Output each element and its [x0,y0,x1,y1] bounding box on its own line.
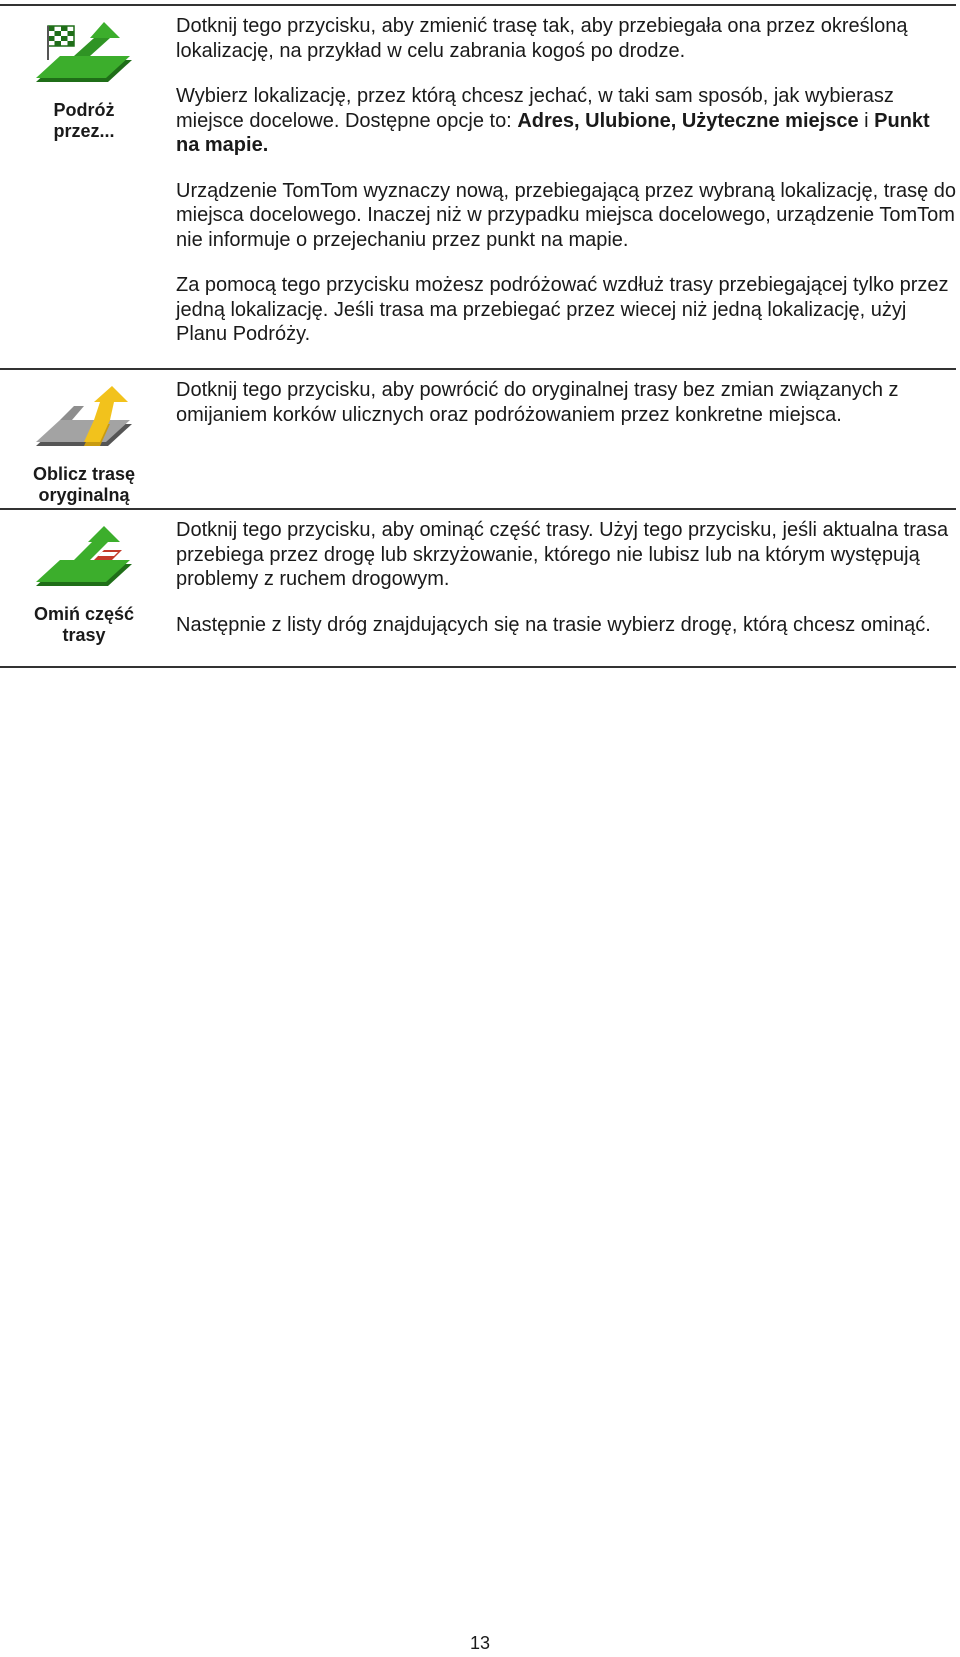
icon-cell [0,6,168,368]
separator: , [670,109,682,132]
description-paragraph: Dotknij tego przycisku, aby zmienić trasę tak, aby przebiegała ona przez określoną lokalizację, na przykład w celu zabrania kogoś po drodze. [176,15,908,62]
recalculate-original-icon [34,384,134,456]
description-paragraph-options [176,84,956,158]
icon-label: Podróż przez... [53,100,115,141]
option-point-on-map: Punkt na mapie [176,109,930,156]
text-span: Wybierz lokalizację, przez którą chcesz jechać, w taki sam sposób, jak wybierasz miejsce docelowe. Dostępne opcje to: [176,85,894,132]
text-span: . [262,134,269,156]
option-poi: Użyteczne miejsce [681,109,859,132]
description-paragraph: Urządzenie TomTom wyznaczy nową, przebiegającą przez wybraną lokalizację, trasę do miejsca docelowego. Inaczej niż w przypadku miejsca docelowego, urządzenie TomTom nie informuje o przejechaniu przez punkt na mapie. [176,179,956,251]
icon-cell [0,370,168,508]
icon-label: Omiń część trasy [33,604,135,645]
separator: , [574,109,586,132]
row-travel-via [0,6,956,370]
description-paragraph: Następnie z listy dróg znajdujących się na trasie wybierz drogę, którą chcesz ominąć. [176,613,931,636]
text-span: i [858,109,875,132]
option-favourite: Ulubione [585,109,671,132]
icon-cell [0,510,168,666]
description-paragraph: Za pomocą tego przycisku możesz podróżować wzdłuż trasy przebiegającej tylko przez jedną lokalizację. Jeśli trasa ma przebiegać przez wiecej niż jedną lokalizację, użyj Planu Podróży. [176,274,949,345]
row-recalculate-original [0,370,956,510]
description-paragraph: Dotknij tego przycisku, aby powrócić do oryginalnej trasy bez zmian związanych z omijaniem korków ulicznych oraz podróżowaniem przez konkretne miejsca. [176,379,899,426]
description-paragraph: Dotknij tego przycisku, aby ominąć część trasy. Użyj tego przycisku, jeśli aktualna trasa przebiega przez drogę lub skrzyżowanie, którego nie lubisz lub na którym występują problemy z ruchem drogowym. [176,519,949,590]
button-reference-table [0,4,956,668]
description-cell [168,510,956,666]
row-avoid-part-of-route [0,510,956,668]
description-cell [168,370,956,508]
icon-label: Oblicz trasę oryginalną [32,464,136,505]
page-number: 13 [469,1633,491,1653]
description-cell [168,6,956,368]
travel-via-icon [34,20,134,92]
option-address: Adres [517,109,575,132]
avoid-part-of-route-icon [34,524,134,596]
